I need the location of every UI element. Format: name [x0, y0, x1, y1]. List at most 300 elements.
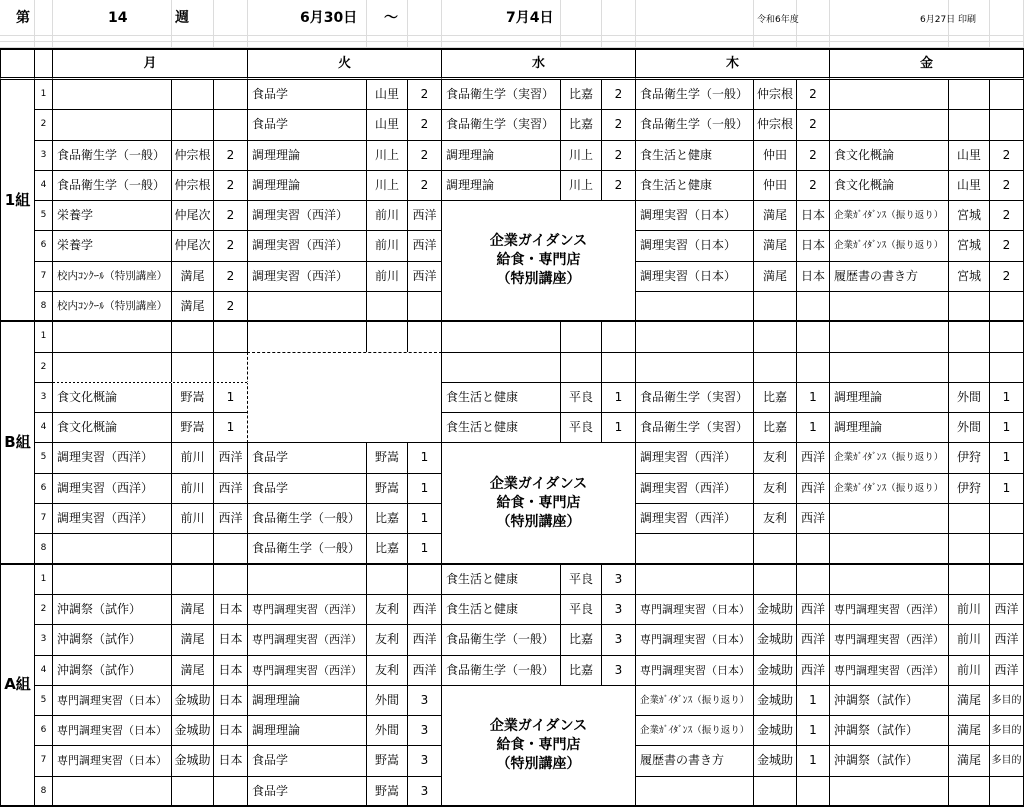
teacher-cell[interactable] — [754, 353, 797, 383]
teacher-cell[interactable] — [949, 353, 990, 383]
teacher-cell[interactable] — [949, 110, 990, 140]
teacher-cell[interactable]: 金城助 — [754, 746, 797, 776]
unit-cell[interactable]: 2 — [602, 141, 636, 171]
unit-cell[interactable]: 3 — [408, 716, 442, 746]
day-header-thu[interactable]: 木 — [636, 50, 830, 80]
subject-cell[interactable]: 沖調祭（試作） — [830, 716, 949, 746]
unit-cell[interactable]: 2 — [990, 171, 1024, 201]
teacher-cell[interactable]: 金城助 — [754, 595, 797, 625]
day-header-mon[interactable]: 月 — [53, 50, 248, 80]
unit-cell[interactable]: 西洋 — [797, 504, 830, 534]
unit-cell[interactable]: 2 — [797, 171, 830, 201]
teacher-cell[interactable]: 満尾 — [172, 625, 214, 655]
teacher-cell[interactable] — [754, 292, 797, 322]
subject-cell[interactable]: 調理実習（西洋） — [248, 201, 367, 231]
unit-cell[interactable]: 1 — [408, 443, 442, 473]
special-event-block[interactable] — [442, 686, 636, 807]
unit-cell[interactable]: 3 — [602, 625, 636, 655]
subject-cell[interactable]: 沖調祭（試作） — [53, 656, 172, 686]
subject-cell[interactable]: 調理理論 — [248, 141, 367, 171]
period-number[interactable]: 4 — [35, 656, 53, 686]
day-header-tue[interactable]: 火 — [248, 50, 442, 80]
subject-cell[interactable]: 専門調理実習（西洋） — [830, 656, 949, 686]
teacher-cell[interactable] — [754, 565, 797, 595]
teacher-cell[interactable] — [172, 565, 214, 595]
period-number[interactable]: 3 — [35, 383, 53, 413]
unit-cell[interactable] — [408, 292, 442, 322]
period-number[interactable]: 7 — [35, 746, 53, 776]
subject-cell[interactable]: 食品学 — [248, 746, 367, 776]
subject-cell[interactable]: 調理実習（西洋） — [636, 443, 754, 473]
teacher-cell[interactable]: 川上 — [561, 141, 602, 171]
subject-cell[interactable] — [53, 534, 172, 564]
unit-cell[interactable]: 西洋 — [797, 443, 830, 473]
period-number[interactable]: 2 — [35, 353, 53, 383]
teacher-cell[interactable]: 山里 — [949, 141, 990, 171]
teacher-cell[interactable]: 宮城 — [949, 262, 990, 292]
teacher-cell[interactable]: 仲宗根 — [172, 171, 214, 201]
unit-cell[interactable]: 1 — [214, 383, 248, 413]
teacher-cell[interactable]: 前川 — [172, 443, 214, 473]
teacher-cell[interactable]: 満尾 — [172, 292, 214, 322]
subject-cell[interactable] — [830, 534, 949, 564]
unit-cell[interactable]: 2 — [214, 141, 248, 171]
teacher-cell[interactable] — [172, 777, 214, 807]
subject-cell[interactable]: 専門調理実習（日本） — [53, 686, 172, 716]
unit-cell[interactable]: 2 — [214, 292, 248, 322]
unit-cell[interactable]: 2 — [214, 262, 248, 292]
unit-cell[interactable]: 西洋 — [797, 474, 830, 504]
unit-cell[interactable]: 西洋 — [797, 656, 830, 686]
subject-cell[interactable]: 専門調理実習（日本） — [53, 746, 172, 776]
teacher-cell[interactable]: 仲田 — [754, 171, 797, 201]
unit-cell[interactable]: 2 — [990, 201, 1024, 231]
teacher-cell[interactable]: 金城助 — [172, 716, 214, 746]
period-number[interactable]: 1 — [35, 322, 53, 352]
header-corner-cell[interactable] — [0, 50, 35, 80]
teacher-cell[interactable]: 外間 — [949, 413, 990, 443]
unit-cell[interactable]: 西洋 — [214, 443, 248, 473]
unit-cell[interactable] — [990, 292, 1024, 322]
teacher-cell[interactable]: 友利 — [754, 474, 797, 504]
subject-cell[interactable]: 企業ｶﾞｲﾀﾞﾝｽ（振り返り） — [830, 443, 949, 473]
unit-cell[interactable]: 多目的 — [990, 686, 1024, 716]
subject-cell[interactable]: 食文化概論 — [53, 413, 172, 443]
subject-cell[interactable]: 食文化概論 — [53, 383, 172, 413]
period-number[interactable]: 5 — [35, 686, 53, 716]
teacher-cell[interactable]: 前川 — [949, 656, 990, 686]
unit-cell[interactable] — [797, 353, 830, 383]
unit-cell[interactable]: 1 — [990, 383, 1024, 413]
subject-cell[interactable]: 食品学 — [248, 777, 367, 807]
teacher-cell[interactable]: 前川 — [949, 625, 990, 655]
subject-cell[interactable] — [830, 110, 949, 140]
subject-cell[interactable]: 食生活と健康 — [442, 413, 561, 443]
subject-cell[interactable] — [830, 565, 949, 595]
teacher-cell[interactable]: 外間 — [367, 716, 408, 746]
teacher-cell[interactable]: 比嘉 — [367, 504, 408, 534]
subject-cell[interactable]: 調理実習（西洋） — [636, 474, 754, 504]
unit-cell[interactable]: 2 — [797, 80, 830, 110]
period-number[interactable]: 7 — [35, 262, 53, 292]
period-number[interactable]: 7 — [35, 504, 53, 534]
period-number[interactable]: 4 — [35, 413, 53, 443]
teacher-cell[interactable]: 比嘉 — [754, 383, 797, 413]
teacher-cell[interactable]: 満尾 — [754, 262, 797, 292]
teacher-cell[interactable]: 満尾 — [949, 746, 990, 776]
teacher-cell[interactable] — [367, 322, 408, 352]
unit-cell[interactable] — [990, 110, 1024, 140]
period-number[interactable]: 6 — [35, 474, 53, 504]
teacher-cell[interactable]: 満尾 — [172, 656, 214, 686]
unit-cell[interactable]: 西洋 — [214, 474, 248, 504]
subject-cell[interactable]: 専門調理実習（西洋） — [248, 625, 367, 655]
group-label[interactable]: B組 — [0, 322, 35, 564]
teacher-cell[interactable] — [367, 292, 408, 322]
teacher-cell[interactable]: 川上 — [367, 141, 408, 171]
teacher-cell[interactable] — [949, 504, 990, 534]
unit-cell[interactable]: 2 — [602, 110, 636, 140]
unit-cell[interactable]: 多目的 — [990, 746, 1024, 776]
unit-cell[interactable] — [602, 322, 636, 352]
subject-cell[interactable]: 食生活と健康 — [442, 595, 561, 625]
teacher-cell[interactable]: 前川 — [172, 504, 214, 534]
sheet-cell[interactable] — [990, 0, 1024, 36]
unit-cell[interactable] — [214, 80, 248, 110]
unit-cell[interactable]: 2 — [990, 231, 1024, 261]
period-number[interactable]: 8 — [35, 534, 53, 564]
teacher-cell[interactable]: 川上 — [561, 171, 602, 201]
sheet-cell[interactable] — [602, 0, 636, 36]
subject-cell[interactable] — [53, 565, 172, 595]
subject-cell[interactable]: 食品衛生学（一般） — [442, 625, 561, 655]
unit-cell[interactable]: 西洋 — [797, 595, 830, 625]
group-label[interactable]: A組 — [0, 565, 35, 807]
teacher-cell[interactable]: 比嘉 — [561, 656, 602, 686]
teacher-cell[interactable]: 野嵩 — [367, 777, 408, 807]
unit-cell[interactable]: 3 — [408, 686, 442, 716]
subject-cell[interactable]: 専門調理実習（日本） — [636, 625, 754, 655]
teacher-cell[interactable]: 友利 — [367, 595, 408, 625]
teacher-cell[interactable]: 友利 — [754, 504, 797, 534]
unit-cell[interactable]: 2 — [214, 171, 248, 201]
teacher-cell[interactable]: 金城助 — [754, 625, 797, 655]
unit-cell[interactable]: 2 — [990, 262, 1024, 292]
teacher-cell[interactable] — [754, 777, 797, 807]
unit-cell[interactable]: 日本 — [214, 686, 248, 716]
unit-cell[interactable] — [797, 292, 830, 322]
unit-cell[interactable]: 1 — [797, 686, 830, 716]
subject-cell[interactable]: 沖調祭（試作） — [830, 746, 949, 776]
subject-cell[interactable]: 食品衛生学（一般） — [53, 141, 172, 171]
unit-cell[interactable]: 日本 — [214, 656, 248, 686]
unit-cell[interactable]: 西洋 — [408, 595, 442, 625]
teacher-cell[interactable] — [949, 322, 990, 352]
unit-cell[interactable]: 西洋 — [990, 656, 1024, 686]
subject-cell[interactable]: 食生活と健康 — [442, 565, 561, 595]
unit-cell[interactable] — [990, 353, 1024, 383]
subject-cell[interactable]: 食生活と健康 — [442, 383, 561, 413]
teacher-cell[interactable]: 伊狩 — [949, 443, 990, 473]
teacher-cell[interactable] — [754, 322, 797, 352]
teacher-cell[interactable] — [367, 565, 408, 595]
unit-cell[interactable]: 日本 — [214, 625, 248, 655]
unit-cell[interactable]: 2 — [602, 171, 636, 201]
subject-cell[interactable]: 専門調理実習（日本） — [636, 595, 754, 625]
subject-cell[interactable]: 栄養学 — [53, 231, 172, 261]
unit-cell[interactable]: 西洋 — [990, 595, 1024, 625]
teacher-cell[interactable]: 山里 — [367, 80, 408, 110]
period-number[interactable]: 8 — [35, 777, 53, 807]
subject-cell[interactable]: 食品衛生学（一般） — [53, 171, 172, 201]
teacher-cell[interactable]: 仲宗根 — [754, 80, 797, 110]
unit-cell[interactable]: 2 — [408, 110, 442, 140]
unit-cell[interactable]: 1 — [214, 413, 248, 443]
subject-cell[interactable]: 調理実習（西洋） — [53, 504, 172, 534]
unit-cell[interactable]: 1 — [797, 383, 830, 413]
subject-cell[interactable] — [830, 292, 949, 322]
unit-cell[interactable] — [797, 777, 830, 807]
period-number[interactable]: 3 — [35, 625, 53, 655]
unit-cell[interactable]: 西洋 — [408, 262, 442, 292]
teacher-cell[interactable]: 伊狩 — [949, 474, 990, 504]
unit-cell[interactable]: 3 — [602, 565, 636, 595]
teacher-cell[interactable]: 宮城 — [949, 201, 990, 231]
unit-cell[interactable] — [990, 565, 1024, 595]
unit-cell[interactable]: 2 — [602, 80, 636, 110]
unit-cell[interactable]: 1 — [797, 716, 830, 746]
teacher-cell[interactable]: 満尾 — [172, 262, 214, 292]
subject-cell[interactable]: 食品学 — [248, 110, 367, 140]
period-number[interactable]: 1 — [35, 80, 53, 110]
teacher-cell[interactable]: 山里 — [367, 110, 408, 140]
unit-cell[interactable]: 1 — [408, 474, 442, 504]
unit-cell[interactable]: 1 — [797, 746, 830, 776]
subject-cell[interactable]: 企業ｶﾞｲﾀﾞﾝｽ（振り返り） — [636, 686, 754, 716]
teacher-cell[interactable]: 満尾 — [949, 716, 990, 746]
teacher-cell[interactable]: 満尾 — [754, 201, 797, 231]
subject-cell[interactable]: 食生活と健康 — [636, 171, 754, 201]
subject-cell[interactable]: 調理理論 — [830, 413, 949, 443]
subject-cell[interactable]: 専門調理実習（日本） — [53, 716, 172, 746]
subject-cell[interactable] — [636, 565, 754, 595]
unit-cell[interactable]: 1 — [797, 413, 830, 443]
unit-cell[interactable]: 2 — [408, 141, 442, 171]
subject-cell[interactable]: 校内ｺﾝｸｰﾙ（特別講座） — [53, 262, 172, 292]
unit-cell[interactable]: 2 — [408, 171, 442, 201]
teacher-cell[interactable] — [172, 80, 214, 110]
day-header-fri[interactable]: 金 — [830, 50, 1024, 80]
subject-cell[interactable]: 沖調祭（試作） — [53, 625, 172, 655]
subject-cell[interactable]: 調理理論 — [248, 716, 367, 746]
teacher-cell[interactable]: 仲田 — [754, 141, 797, 171]
subject-cell[interactable]: 専門調理実習（西洋） — [248, 656, 367, 686]
unit-cell[interactable]: 2 — [408, 80, 442, 110]
subject-cell[interactable] — [53, 80, 172, 110]
teacher-cell[interactable]: 比嘉 — [561, 625, 602, 655]
subject-cell[interactable]: 調理理論 — [830, 383, 949, 413]
special-event-block[interactable] — [442, 443, 636, 564]
teacher-cell[interactable] — [949, 292, 990, 322]
unit-cell[interactable] — [990, 777, 1024, 807]
teacher-cell[interactable]: 比嘉 — [561, 80, 602, 110]
teacher-cell[interactable]: 金城助 — [754, 716, 797, 746]
subject-cell[interactable]: 食品衛生学（実習） — [636, 383, 754, 413]
subject-cell[interactable]: 食品衛生学（一般） — [248, 504, 367, 534]
subject-cell[interactable]: 調理実習（日本） — [636, 231, 754, 261]
teacher-cell[interactable] — [949, 534, 990, 564]
teacher-cell[interactable]: 外間 — [367, 686, 408, 716]
teacher-cell[interactable]: 比嘉 — [754, 413, 797, 443]
unit-cell[interactable]: 1 — [602, 413, 636, 443]
subject-cell[interactable] — [636, 322, 754, 352]
unit-cell[interactable]: 3 — [408, 746, 442, 776]
unit-cell[interactable]: 2 — [214, 201, 248, 231]
unit-cell[interactable] — [408, 565, 442, 595]
period-number[interactable]: 2 — [35, 595, 53, 625]
subject-cell[interactable]: 食品衛生学（一般） — [636, 80, 754, 110]
unit-cell[interactable]: 日本 — [214, 595, 248, 625]
teacher-cell[interactable]: 満尾 — [172, 595, 214, 625]
unit-cell[interactable] — [990, 80, 1024, 110]
subject-cell[interactable]: 食品学 — [248, 443, 367, 473]
subject-cell[interactable] — [53, 110, 172, 140]
teacher-cell[interactable]: 平良 — [561, 595, 602, 625]
subject-cell[interactable] — [636, 353, 754, 383]
teacher-cell[interactable]: 前川 — [949, 595, 990, 625]
unit-cell[interactable] — [990, 504, 1024, 534]
teacher-cell[interactable]: 前川 — [367, 262, 408, 292]
unit-cell[interactable] — [214, 565, 248, 595]
subject-cell[interactable] — [442, 353, 561, 383]
subject-cell[interactable]: 専門調理実習（西洋） — [248, 595, 367, 625]
teacher-cell[interactable]: 満尾 — [949, 686, 990, 716]
teacher-cell[interactable]: 前川 — [367, 201, 408, 231]
teacher-cell[interactable]: 友利 — [367, 656, 408, 686]
subject-cell[interactable]: 食品学 — [248, 80, 367, 110]
unit-cell[interactable] — [214, 353, 248, 383]
period-number[interactable]: 6 — [35, 716, 53, 746]
teacher-cell[interactable] — [949, 777, 990, 807]
unit-cell[interactable]: 西洋 — [408, 201, 442, 231]
subject-cell[interactable] — [248, 565, 367, 595]
teacher-cell[interactable]: 山里 — [949, 171, 990, 201]
teacher-cell[interactable]: 前川 — [367, 231, 408, 261]
subject-cell[interactable]: 調理理論 — [248, 686, 367, 716]
unit-cell[interactable]: 1 — [602, 383, 636, 413]
subject-cell[interactable] — [830, 504, 949, 534]
period-number[interactable]: 4 — [35, 171, 53, 201]
teacher-cell[interactable] — [172, 110, 214, 140]
sheet-cell[interactable] — [35, 0, 53, 36]
sheet-cell[interactable] — [636, 0, 754, 36]
subject-cell[interactable]: 調理実習（西洋） — [53, 474, 172, 504]
unit-cell[interactable]: 2 — [214, 231, 248, 261]
subject-cell[interactable] — [636, 292, 754, 322]
subject-cell[interactable]: 専門調理実習（西洋） — [830, 595, 949, 625]
teacher-cell[interactable] — [172, 353, 214, 383]
subject-cell[interactable]: 調理理論 — [442, 141, 561, 171]
period-number[interactable]: 2 — [35, 110, 53, 140]
teacher-cell[interactable]: 金城助 — [754, 656, 797, 686]
teacher-cell[interactable]: 比嘉 — [367, 534, 408, 564]
subject-cell[interactable]: 企業ｶﾞｲﾀﾞﾝｽ（振り返り） — [830, 231, 949, 261]
sheet-cell[interactable] — [214, 0, 248, 36]
teacher-cell[interactable]: 満尾 — [754, 231, 797, 261]
unit-cell[interactable]: 2 — [797, 141, 830, 171]
subject-cell[interactable]: 栄養学 — [53, 201, 172, 231]
subject-cell[interactable]: 専門調理実習（日本） — [636, 656, 754, 686]
unit-cell[interactable]: 西洋 — [797, 625, 830, 655]
subject-cell[interactable]: 企業ｶﾞｲﾀﾞﾝｽ（振り返り） — [830, 474, 949, 504]
subject-cell[interactable] — [53, 353, 172, 383]
teacher-cell[interactable] — [172, 534, 214, 564]
unit-cell[interactable]: 日本 — [797, 231, 830, 261]
subject-cell[interactable]: 調理実習（西洋） — [53, 443, 172, 473]
unit-cell[interactable] — [214, 777, 248, 807]
subject-cell[interactable]: 食生活と健康 — [636, 141, 754, 171]
teacher-cell[interactable]: 前川 — [172, 474, 214, 504]
subject-cell[interactable] — [53, 777, 172, 807]
teacher-cell[interactable]: 仲宗根 — [754, 110, 797, 140]
unit-cell[interactable] — [990, 322, 1024, 352]
unit-cell[interactable] — [797, 322, 830, 352]
teacher-cell[interactable] — [949, 565, 990, 595]
teacher-cell[interactable]: 野嵩 — [172, 383, 214, 413]
teacher-cell[interactable]: 川上 — [367, 171, 408, 201]
subject-cell[interactable] — [248, 322, 367, 352]
unit-cell[interactable] — [602, 353, 636, 383]
teacher-cell[interactable]: 仲尾次 — [172, 231, 214, 261]
subject-cell[interactable]: 食品衛生学（実習） — [442, 110, 561, 140]
subject-cell[interactable]: 校内ｺﾝｸｰﾙ（特別講座） — [53, 292, 172, 322]
period-number[interactable]: 5 — [35, 443, 53, 473]
subject-cell[interactable] — [636, 777, 754, 807]
unit-cell[interactable]: 日本 — [214, 746, 248, 776]
teacher-cell[interactable]: 比嘉 — [561, 110, 602, 140]
unit-cell[interactable] — [214, 534, 248, 564]
unit-cell[interactable]: 3 — [408, 777, 442, 807]
teacher-cell[interactable]: 野嵩 — [367, 746, 408, 776]
period-number[interactable]: 3 — [35, 141, 53, 171]
teacher-cell[interactable]: 平良 — [561, 565, 602, 595]
unit-cell[interactable]: 日本 — [797, 201, 830, 231]
teacher-cell[interactable]: 外間 — [949, 383, 990, 413]
unit-cell[interactable] — [214, 110, 248, 140]
subject-cell[interactable]: 調理実習（西洋） — [248, 231, 367, 261]
unit-cell[interactable]: 西洋 — [990, 625, 1024, 655]
subject-cell[interactable] — [830, 777, 949, 807]
unit-cell[interactable]: 多目的 — [990, 716, 1024, 746]
subject-cell[interactable]: 企業ｶﾞｲﾀﾞﾝｽ（振り返り） — [636, 716, 754, 746]
day-header-wed[interactable]: 水 — [442, 50, 636, 80]
period-number[interactable]: 6 — [35, 231, 53, 261]
subject-cell[interactable]: 履歴書の書き方 — [830, 262, 949, 292]
unit-cell[interactable]: 日本 — [214, 716, 248, 746]
period-number[interactable]: 1 — [35, 565, 53, 595]
unit-cell[interactable]: 3 — [602, 595, 636, 625]
teacher-cell[interactable] — [949, 80, 990, 110]
subject-cell[interactable]: 調理理論 — [442, 171, 561, 201]
unit-cell[interactable] — [408, 322, 442, 352]
subject-cell[interactable] — [248, 292, 367, 322]
subject-cell[interactable]: 食品衛生学（実習） — [636, 413, 754, 443]
unit-cell[interactable]: 西洋 — [408, 625, 442, 655]
teacher-cell[interactable]: 平良 — [561, 383, 602, 413]
subject-cell[interactable] — [442, 322, 561, 352]
teacher-cell[interactable]: 仲尾次 — [172, 201, 214, 231]
subject-cell[interactable]: 食品衛生学（実習） — [442, 80, 561, 110]
